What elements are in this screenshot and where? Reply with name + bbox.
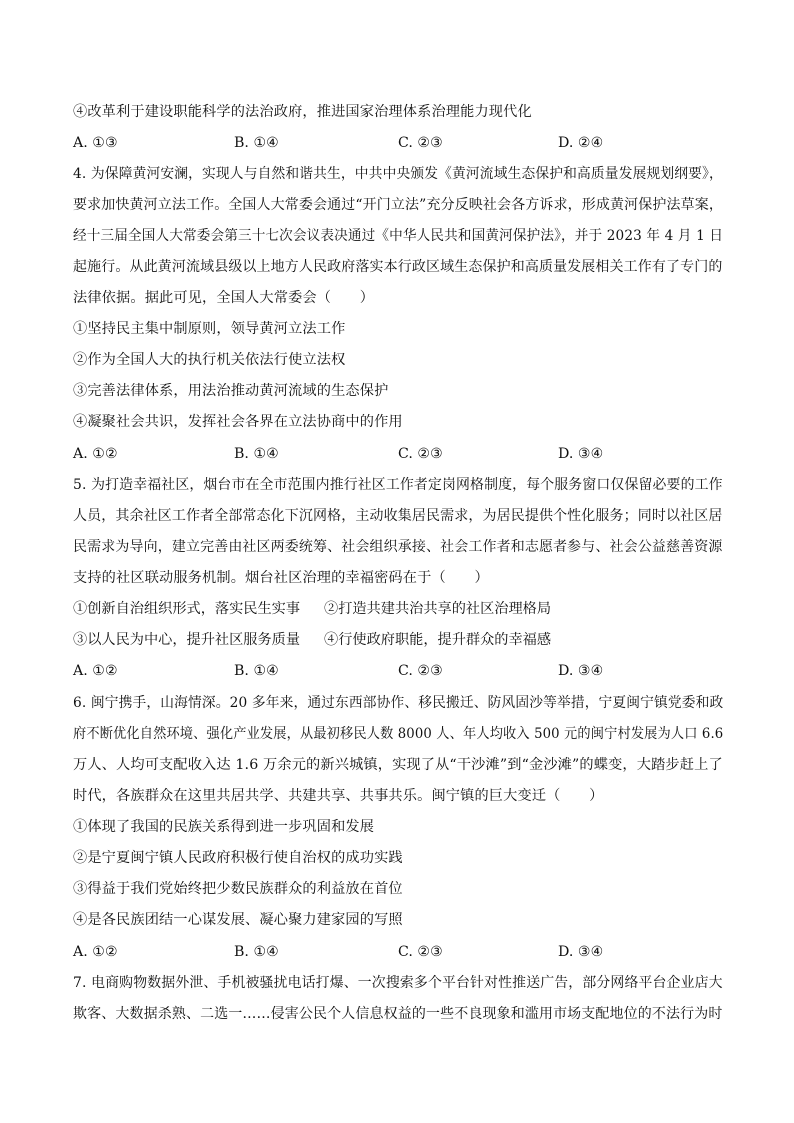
option-a[interactable]: A. ①②: [73, 446, 118, 462]
statement-3: ③得益于我们党始终把少数民族群众的利益放在首位: [73, 881, 403, 897]
statement-2: ②是宁夏闽宁镇人民政府积极行使自治权的成功实践: [73, 850, 403, 866]
option-d[interactable]: D. ③④: [558, 663, 604, 679]
question-4-text: 经十三届全国人大常委会第三十七次会议表决通过《中华人民共和国黄河保护法》，并于 2023 年 4 月 1 日: [73, 228, 724, 244]
question-6-text: 6. 闽宁携手，山海情深。20 多年来，通过东西部协作、移民搬迁、防风固沙等举措，宁夏闽宁镇党委和政: [73, 695, 724, 711]
statement-4: ④是各民族团结一心谋发展、凝心聚力建家园的写照: [73, 912, 403, 928]
question-6-text: 万人、人均可支配收入达 1.6 万余元的新兴城镇，实现了从“干沙滩”到“金沙滩”的蝶变，大踏步赶上了: [73, 757, 723, 773]
statement-1: ①坚持民主集中制原则，领导黄河立法工作: [73, 321, 346, 337]
question-4-text: 要求加快黄河立法工作。全国人大常委会通过“开门立法”充分反映社会各方诉求，形成黄河保护法草案，: [73, 197, 723, 213]
question-7-text: 欺客、大数据杀熟、二选一……侵害公民个人信息权益的一些不良现象和滥用市场支配地位的不法行为时: [73, 1006, 723, 1022]
question-6-text: 府不断优化自然环境、强化产业发展，从最初移民人数 8000 人、年人均收入 500 元的闽宁村发展为人口 6.6: [73, 726, 724, 742]
question-5-text: 民需求为导向，建立完善由社区两委统筹、社会组织承接、社会工作者和志愿者参与、社会公益慈善资源: [73, 539, 723, 555]
question-5-text: 5. 为打造幸福社区，烟台市在全市范围内推行社区工作者定岗网格制度，每个服务窗口仅保留必要的工作: [73, 477, 723, 493]
question-5-text: 支持的社区联动服务机制。烟台社区治理的幸福密码在于（ ）: [73, 570, 489, 586]
statement-3: ③完善法律体系，用法治推动黄河流域的生态保护: [73, 383, 389, 399]
option-d[interactable]: D. ③④: [558, 944, 604, 960]
answer-options: [73, 133, 723, 153]
option-a[interactable]: A. ①②: [73, 663, 118, 679]
statement-4: ④凝聚社会共识，发挥社会各界在立法协商中的作用: [73, 414, 403, 430]
question-7-text: 7. 电商购物数据外泄、手机被骚扰电话打爆、一次搜索多个平台针对性推送广告，部分网络平台企业店大: [73, 975, 723, 991]
option-b[interactable]: B. ①④: [234, 944, 279, 960]
option-c[interactable]: C. ②③: [398, 446, 443, 462]
answer-options: [73, 942, 723, 962]
statement-row: [73, 630, 723, 650]
option-b[interactable]: B. ①④: [234, 446, 279, 462]
option-b[interactable]: B. ①④: [234, 663, 279, 679]
option-c[interactable]: C. ②③: [398, 135, 443, 151]
answer-options: [73, 661, 723, 681]
statement-4: ④行使政府职能，提升群众的幸福感: [324, 632, 552, 648]
option-a[interactable]: A. ①③: [73, 135, 118, 151]
statement-1: ①创新自治组织形式，落实民生实事: [73, 601, 301, 617]
question-6-text: 时代，各族群众在这里共居共学、共建共享、共事共乐。闽宁镇的巨大变迁（ ）: [73, 788, 604, 804]
statement-2: ②打造共建共治共享的社区治理格局: [324, 601, 552, 617]
statement-1: ①体现了我国的民族关系得到进一步巩固和发展: [73, 819, 375, 835]
answer-options: [73, 444, 723, 464]
option-b[interactable]: B. ①④: [234, 135, 279, 151]
question-4-text: 4. 为保障黄河安澜，实现人与自然和谐共生，中共中央颁发《黄河流域生态保护和高质量发展规划纲要》，: [73, 166, 723, 182]
question-5-text: 人员，其余社区工作者全部常态化下沉网格，主动收集居民需求，为居民提供个性化服务；同时以社区居: [73, 508, 723, 524]
option-d[interactable]: D. ②④: [558, 135, 604, 151]
option-c[interactable]: C. ②③: [398, 663, 443, 679]
statement-2: ②作为全国人大的执行机关依法行使立法权: [73, 352, 346, 368]
question-4-text: 法律依据。据此可见，全国人大常委会（ ）: [73, 290, 375, 306]
option-c[interactable]: C. ②③: [398, 944, 443, 960]
option-a[interactable]: A. ①②: [73, 944, 118, 960]
statement-3: ③以人民为中心，提升社区服务质量: [73, 632, 301, 648]
statement-row: [73, 599, 723, 619]
question-4-text: 起施行。从此黄河流域县级以上地方人民政府落实本行政区域生态保护和高质量发展相关工作有了专门的: [73, 259, 723, 275]
statement-4: ④改革利于建设职能科学的法治政府，推进国家治理体系治理能力现代化: [73, 104, 532, 120]
option-d[interactable]: D. ③④: [558, 446, 604, 462]
